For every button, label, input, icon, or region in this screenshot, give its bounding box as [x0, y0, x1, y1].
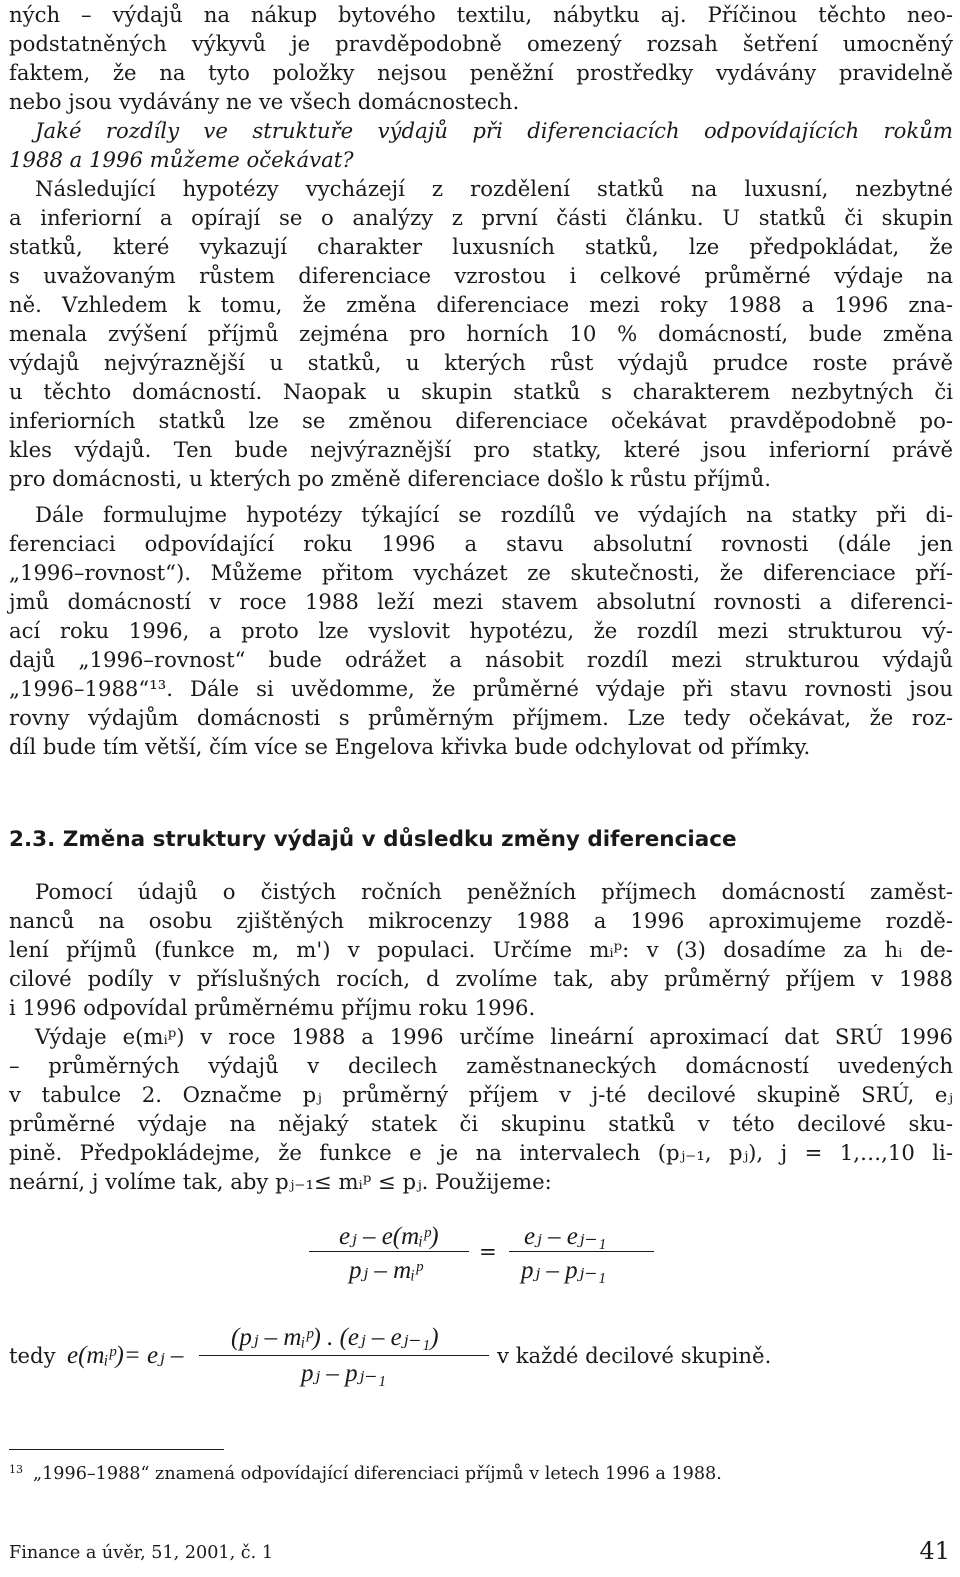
text-line: Jaké rozdíly ve struktuře výdajů při diferenciacích odpovídajících rokům [35, 118, 953, 143]
text-line: výdajů nejvýraznější u statků, u kterých růst výdajů prudce roste právě [9, 350, 953, 375]
eq2-denominator: pⱼ – pⱼ₋₁ [301, 1360, 387, 1387]
text-line: menala zvýšení příjmů zejména pro horních 10 % domácností, bude změna [9, 321, 953, 346]
eq1-left-fraction-bar [309, 1251, 469, 1252]
text-line: „1996–1988“¹³. Dále si uvědomme, že průměrné výdaje při stavu rovnosti jsou [9, 676, 953, 701]
journal-citation: Finance a úvěr, 51, 2001, č. 1 [9, 1543, 274, 1563]
eq1-right-numerator: eⱼ – eⱼ₋₁ [524, 1223, 607, 1250]
eq1-left-denominator: pⱼ – mᵢᵖ [349, 1257, 423, 1284]
text-line: ných – výdajů na nákup bytového textilu, nábytku aj. Příčinou těchto neo- [9, 2, 953, 27]
text-line: jmů domácností v roce 1988 leží mezi stavem absolutní rovnosti a diferenci- [9, 589, 953, 614]
text-line: neární, j volíme tak, aby pⱼ₋₁≤ mᵢᵖ ≤ pⱼ. Použijeme: [9, 1169, 552, 1194]
text-line: ací roku 1996, a proto lze vyslovit hypotézu, že rozdíl mezi strukturou vý- [9, 618, 953, 643]
text-line: ně. Vzhledem k tomu, že změna diferenciace mezi roky 1988 a 1996 zna- [9, 292, 953, 317]
text-line: pině. Předpokládejme, že funkce e je na intervalech (pⱼ₋₁, pⱼ), j = 1,…,10 li- [9, 1140, 953, 1165]
text-line: Dále formulujme hypotézy týkající se rozdílů ve výdajích na statky při di- [35, 502, 953, 527]
text-line: rovny výdajům domácnosti s průměrným příjmem. Lze tedy očekávat, že roz- [9, 705, 953, 730]
text-line: lení příjmů (funkce m, m') v populaci. Určíme mᵢᵖ: v (3) dosadíme za hᵢ de- [9, 937, 953, 962]
footnote-rule [9, 1449, 224, 1450]
text-line: cilové podíly v příslušných rocích, d zvolíme tak, aby průměrný příjem v 1988 [9, 966, 953, 991]
text-line: i 1996 odpovídal průměrnému příjmu roku 1996. [9, 995, 536, 1020]
text-line: kles výdajů. Ten bude nejvýraznější pro statky, které jsou inferiorní právě [9, 437, 953, 462]
text-line: „1996–rovnost“). Můžeme přitom vycházet ze skutečnosti, že diferenciace pří- [9, 560, 953, 585]
footnote-text: „1996–1988“ znamená odpovídající diferenciaci příjmů v letech 1996 a 1988. [33, 1464, 722, 1484]
eq2-numerator: (pⱼ – mᵢᵖ) . (eⱼ – eⱼ₋₁) [231, 1324, 439, 1351]
eq1-left-numerator: eⱼ – e(mᵢᵖ) [339, 1223, 439, 1250]
text-line: 1988 a 1996 můžeme očekávat? [9, 147, 354, 172]
eq2-lhs: e(mᵢᵖ)= eⱼ – [67, 1342, 184, 1369]
text-line: podstatněných výkyvů je pravděpodobně omezený rozsah šetření umocněný [9, 31, 953, 56]
text-line: díl bude tím větší, čím více se Engelova křivka bude odchylovat od přímky. [9, 734, 811, 759]
text-line: nebo jsou vydávány ne ve všech domácnostech. [9, 89, 520, 114]
eq2-prefix: tedy [9, 1343, 56, 1368]
text-line: faktem, že na tyto položky nejsou peněžní prostředky vydávány pravidelně [9, 60, 953, 85]
page-number: 41 [919, 1537, 950, 1565]
footnote [9, 1457, 722, 1487]
text-line: inferiorních statků lze se změnou diferenciace očekávat pravděpodobně po- [9, 408, 953, 433]
text-line: – průměrných výdajů v decilech zaměstnaneckých domácností uvedených [9, 1053, 953, 1078]
text-line: pro domácnosti, u kterých po změně diferenciace došlo k růstu příjmů. [9, 466, 772, 491]
eq1-equals: = [479, 1239, 497, 1264]
eq1-right-fraction-bar [509, 1251, 654, 1252]
text-line: Výdaje e(mᵢᵖ) v roce 1988 a 1996 určíme lineární aproximací dat SRÚ 1996 [35, 1024, 953, 1049]
text-line: v tabulce 2. Označme pⱼ průměrný příjem v j-té decilové skupině SRÚ, eⱼ [9, 1082, 953, 1107]
section-heading: 2.3. Změna struktury výdajů v důsledku změny diferenciace [9, 827, 737, 852]
text-line: dajů „1996–rovnost“ bude odrážet a násobit rozdíl mezi strukturou výdajů [9, 647, 953, 672]
text-line: průměrné výdaje na nějaký statek či skupinu statků v této decilové sku- [9, 1111, 953, 1136]
text-line: ferenciaci odpovídající roku 1996 a stavu absolutní rovnosti (dále jen [9, 531, 953, 556]
text-line: nanců na osobu zjištěných mikrocenzy 1988 a 1996 aproximujeme rozdě- [9, 908, 953, 933]
text-line: statků, které vykazují charakter luxusních statků, lze předpokládat, že [9, 234, 953, 259]
text-line: u těchto domácností. Naopak u skupin statků s charakterem nezbytných či [9, 379, 953, 404]
text-line: s uvažovaným růstem diferenciace vzrostou i celkové průměrné výdaje na [9, 263, 953, 288]
eq2-suffix: v každé decilové skupině. [497, 1343, 772, 1368]
text-line: Pomocí údajů o čistých ročních peněžních příjmech domácností zaměst- [35, 879, 953, 904]
text-line: Následující hypotézy vycházejí z rozdělení statků na luxusní, nezbytné [35, 176, 953, 201]
eq2-fraction-bar [199, 1355, 489, 1356]
text-line: a inferiorní a opírají se o analýzy z první části článku. U statků či skupin [9, 205, 953, 230]
eq1-right-denominator: pⱼ – pⱼ₋₁ [521, 1257, 607, 1284]
footnote-mark: 13 [9, 1463, 23, 1476]
